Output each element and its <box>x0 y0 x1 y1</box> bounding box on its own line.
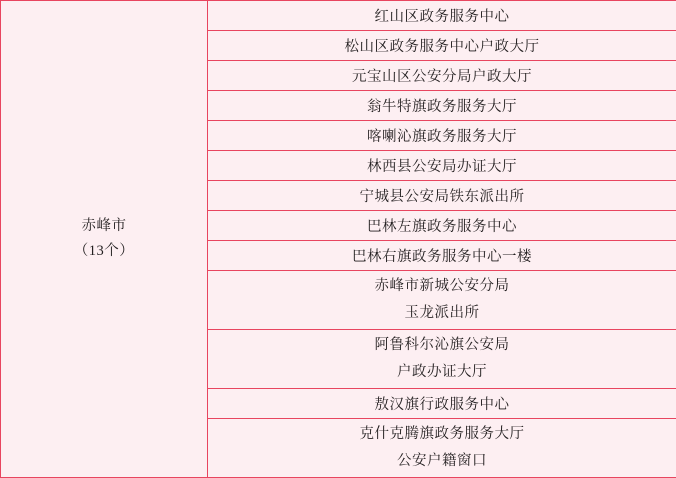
location-line: 户政办证大厅 <box>208 359 676 386</box>
location-cell <box>208 121 676 151</box>
region-count: （13个） <box>74 239 135 264</box>
location-line: 林西县公安局办证大厅 <box>208 155 676 176</box>
location-cell <box>208 330 676 389</box>
location-line: 阿鲁科尔沁旗公安局 <box>208 332 676 359</box>
location-cell <box>208 31 676 61</box>
location-cell <box>208 91 676 121</box>
location-line: 公安户籍窗口 <box>208 448 676 475</box>
location-line: 敖汉旗行政服务中心 <box>208 393 676 414</box>
location-cell <box>208 211 676 241</box>
table-body <box>1 1 676 478</box>
location-line: 翁牛特旗政务服务大厅 <box>208 95 676 116</box>
location-cell <box>208 419 676 478</box>
table-row <box>1 1 676 31</box>
location-line: 巴林左旗政务服务中心 <box>208 215 676 236</box>
location-line: 松山区政务服务中心户政大厅 <box>208 35 676 56</box>
location-line: 巴林右旗政务服务中心一楼 <box>208 245 676 266</box>
location-line: 赤峰市新城公安分局 <box>208 273 676 300</box>
location-line: 克什克腾旗政务服务大厅 <box>208 421 676 448</box>
location-line: 喀喇沁旗政务服务大厅 <box>208 125 676 146</box>
region-name: 赤峰市 <box>82 214 127 239</box>
location-line: 玉龙派出所 <box>208 300 676 327</box>
location-cell <box>208 1 676 31</box>
location-line: 红山区政务服务中心 <box>208 5 676 26</box>
location-cell <box>208 181 676 211</box>
location-line: 元宝山区公安分局户政大厅 <box>208 65 676 86</box>
location-cell <box>208 271 676 330</box>
location-line: 宁城县公安局铁东派出所 <box>208 185 676 206</box>
region-cell <box>1 1 208 478</box>
location-cell <box>208 151 676 181</box>
location-cell <box>208 389 676 419</box>
location-cell <box>208 61 676 91</box>
location-cell <box>208 241 676 271</box>
